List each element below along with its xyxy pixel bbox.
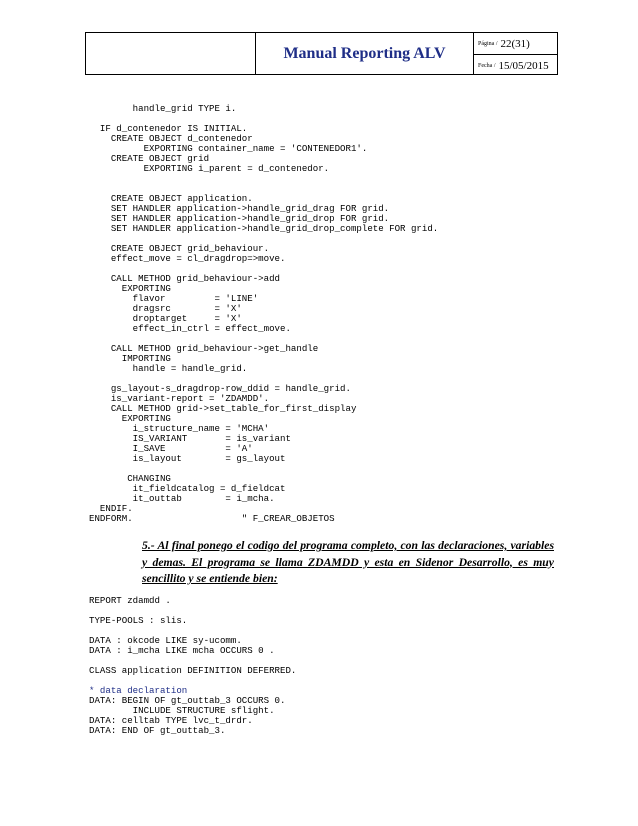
code-block-declarations: DATA: BEGIN OF gt_outtab_3 OCCURS 0. INCLUDE STRUCTURE sflight. DATA: celltab TYPE lvc_t_drdr. DATA: END OF gt_outtab_3. — [89, 695, 286, 736]
date-label: Fecha / — [478, 62, 496, 69]
section-heading: 5.- Al final ponego el codigo del programa completo, con las declaraciones, variables y demas. El programa se llama ZDAMDD y esta en Sidenor Desarrollo, es muy sencillito y se entiende bien: — [142, 539, 554, 585]
page-label: Página / — [478, 40, 498, 47]
page-header — [85, 32, 558, 75]
code-block-create-objects: handle_grid TYPE i. IF d_contenedor IS INITIAL. CREATE OBJECT d_contenedor EXPORTING container_name = 'CONTENEDOR1'. CREATE OBJECT grid EXPORTING i_parent = d_contenedor. CREATE OBJECT application. SET HANDLER application->handle_grid_drag FOR grid. SET HANDLER application->handle_grid_drop FOR grid. SET HANDLER application->handle_grid_drop_complete FOR grid. CREATE OBJECT grid_behaviour. effect_move = cl_dragdrop=>move. CALL METHOD grid_behaviour->add EXPORTING flavor = 'LINE' dragsrc = 'X' droptarget = 'X' effect_in_ctrl = effect_move. CALL METHOD grid_behaviour->get_handle IMPORTING handle = handle_grid. gs_layout-s_dragdrop-row_ddid = handle_grid. is_variant-report = 'ZDAMDD'. CALL METHOD grid->set_table_for_first_display EXPORTING i_structure_name = 'MCHA' IS_VARIANT = is_variant I_SAVE = 'A' is_layout = gs_layout CHANGING it_fieldcatalog = d_fieldcat it_outtab = i_mcha. ENDIF. ENDFORM. " F_CREAR_OBJETOS — [89, 103, 439, 524]
code-block-program-header: REPORT zdamdd . TYPE-POOLS : slis. DATA : okcode LIKE sy-ucomm. DATA : i_mcha LIKE mcha OCCURS 0 . CLASS application DEFINITION DEFERRED. — [89, 595, 297, 676]
document-title: Manual Reporting ALV — [283, 44, 446, 62]
date-value: 15/05/2015 — [498, 59, 549, 72]
header-title-cell — [256, 33, 474, 74]
page-value: 22(31) — [500, 37, 530, 50]
code-comment: * data declaration — [89, 685, 188, 696]
header-meta-cell — [474, 33, 557, 74]
header-logo-cell — [86, 33, 256, 74]
date-row — [474, 55, 557, 76]
page-number-row — [474, 33, 557, 55]
